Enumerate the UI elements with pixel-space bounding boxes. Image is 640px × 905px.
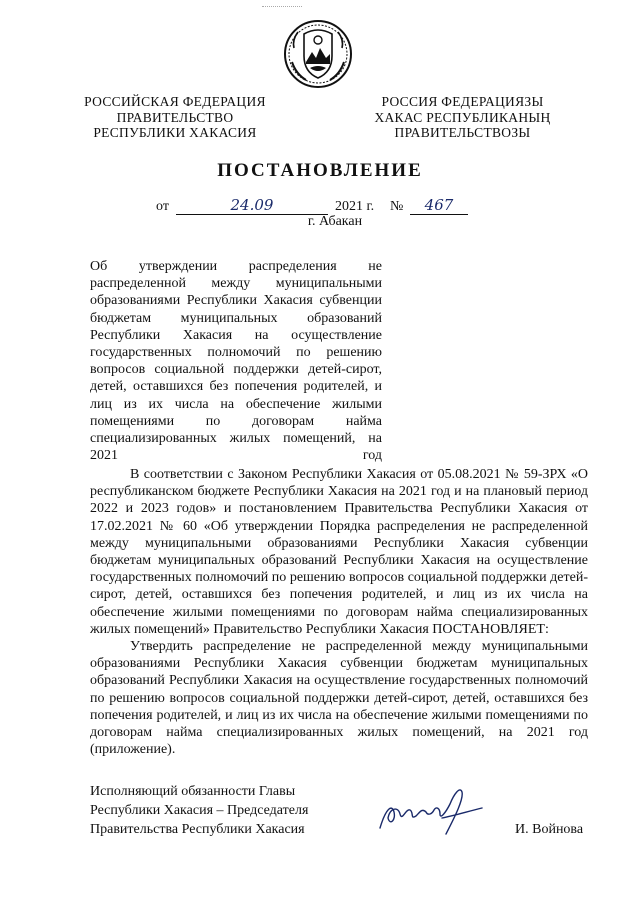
header-left-line: ПРАВИТЕЛЬСТВО — [116, 109, 234, 125]
number-handwritten: 467 — [424, 196, 454, 214]
date-handwritten: 24.09 — [230, 196, 274, 214]
from-label: от — [156, 199, 169, 214]
header-left — [70, 94, 280, 141]
number-label: № — [390, 199, 404, 214]
header-right-line: ХАКАС РЕСПУБЛИКАНЫҢ — [374, 109, 551, 125]
number-underline — [410, 196, 468, 215]
signature-icon — [376, 778, 486, 838]
header-left-line: РЕСПУБЛИКИ ХАКАСИЯ — [93, 125, 257, 140]
document-title: ПОСТАНОВЛЕНИЕ — [217, 160, 423, 181]
position-line: Исполняющий обязанности Главы — [90, 784, 296, 799]
city: г. Абакан — [307, 214, 363, 229]
document-subject: Об утверждении распределения не распределенной между муниципальными образованиями Республики Хакасия субвенции бюджетам муниципальных образований Республики Хакасия на осуществление государственных полномочий по решению вопросов социальной поддержки детей-сирот, детей, оставшихся без попечения родителей, и лиц из их числа на обеспечение жилыми помещениями по договорам найма специализированных жилых помещений, на 2021 год — [90, 259, 382, 464]
header-right — [355, 94, 570, 141]
signatory-position — [90, 782, 308, 839]
position-line: Республики Хакасия – Председателя — [90, 803, 309, 818]
header-left-line: РОССИЙСКАЯ ФЕДЕРАЦИЯ — [84, 94, 266, 109]
body-paragraph: Утвердить распределение не распределенной между муниципальными образованиями Республики Хакасия субвенции бюджетам муниципальных образований Республики Хакасия на осуществление государственных полномочий по решению вопросов социальной поддержки детей-сирот, детей, оставшихся без попечения родителей, и лиц из их числа на обеспечение жилыми помещениями по договорам найма специализированных жилых помещений, на 2021 год (приложение). — [90, 639, 588, 758]
header-right-line: ПРАВИТЕЛЬСТВОЗЫ — [394, 125, 531, 140]
body-paragraph: В соответствии с Законом Республики Хакасия от 05.08.2021 № 59-ЗРХ «О республиканском бюджете Республики Хакасия на 2021 год и на плановый период 2022 и 2023 годов» и постановлением Правительства Республики Хакасия от 17.02.2021 № 60 «Об утверждении Порядка распределения не распределенной между муниципальными образованиями Республики Хакасия субвенции бюджетам муниципальных образований Республики Хакасия на осуществление государственных полномочий по решению вопросов социальной поддержки детей-сирот, детей, оставшихся без попечения родителей, и лиц из их числа на обеспечение жилыми помещениями по договорам найма специализированных жилых помещений» Правительство Республики Хакасия ПОСТАНОВЛЯЕТ: — [90, 467, 588, 637]
signatory-name: И. Войнова — [515, 822, 584, 837]
coat-of-arms-icon — [282, 18, 354, 90]
scan-artifact — [262, 6, 302, 9]
year-text: 2021 г. — [335, 199, 375, 214]
header-right-line: РОССИЯ ФЕДЕРАЦИЯЗЫ — [381, 94, 544, 109]
document-body — [90, 466, 588, 758]
position-line: Правительства Республики Хакасия — [90, 822, 305, 837]
date-underline — [176, 196, 328, 215]
